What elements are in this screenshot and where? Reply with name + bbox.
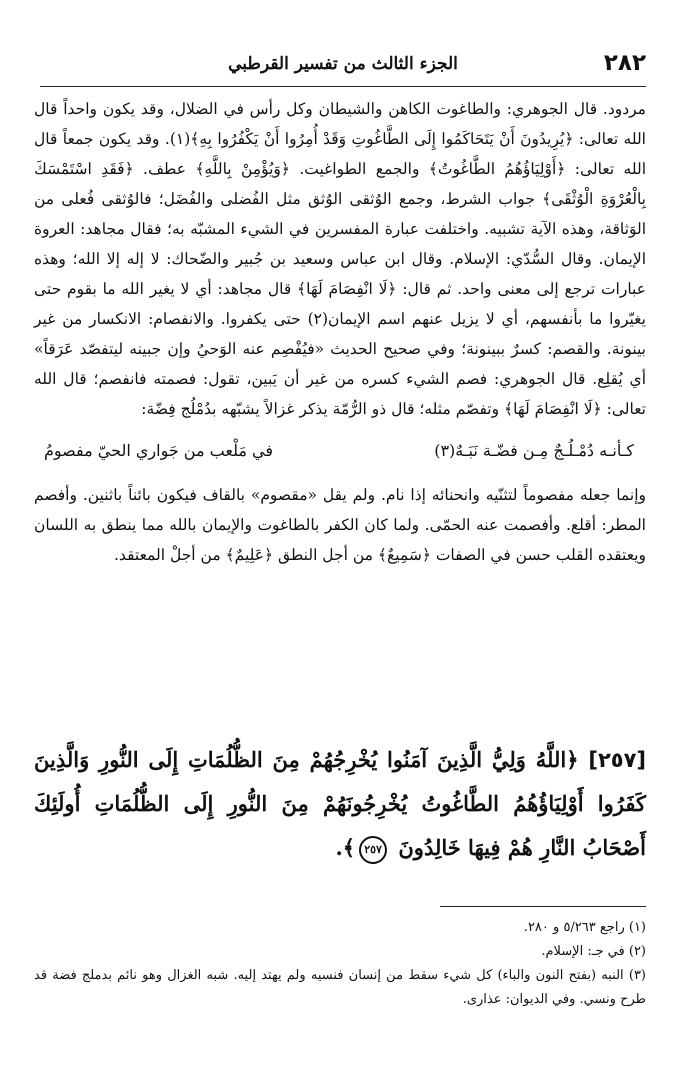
footnote: (٢) في جـ: الإسلام.	[541, 944, 646, 959]
footnote: (١) راجع ٥/٢٦٣ و ٢٨٠.	[523, 920, 646, 935]
verse-close-bracket: ﴾.	[335, 835, 356, 860]
commentary-body	[34, 94, 646, 570]
page-number: ٢٨٢	[603, 50, 646, 76]
verse-first-hemistich: كـأنـه دُمْـلُـجٌ مِـن فضّـة نَبَـهٌ(٣)	[434, 441, 634, 460]
running-title: الجزء الثالث من تفسير القرطبي	[228, 54, 458, 74]
commentary-paragraph: مردود. قال الجوهري: والطاغوت الكاهن والشيطان وكل رأس في الضلال، وقد يكون واحداً قال الله تعالى: ﴿يُرِيدُونَ أَنْ يَتَحَاكَمُوا إِلَى الطَّاغُوتِ وَقَدْ أُمِرُوا أَنْ يَكْفُرُوا بِهِ﴾(١). وقد يكون جمعاً قال الله تعالى: ﴿أَوْلِيَاؤُهُمُ الطَّاغُوتُ﴾ والجمع الطواغيت. ﴿وَيُؤْمِنْ بِاللَّهِ﴾ عطف. ﴿فَقَدِ اسْتَمْسَكَ بِالْعُرْوَةِ الْوُثْقَى﴾ جواب الشرط، وجمع الوُثقى الوُثق مثل الفُضلى والفُضَل؛ فالوُثقى فُعلى من الوَثاقة، وهذه الآية تشبيه. واختلفت عبارة المفسرين في الشيء المشبّه به؛ فقال مجاهد: العروة الإيمان. وقال السُّدّي: الإسلام. وقال ابن عباس وسعيد بن جُبير والضّحاك: لا إله إلا الله؛ وهذه عبارات ترجع إلى معنى واحد. ثم قال: ﴿لَا انْفِصَامَ لَهَا﴾ قال مجاهد: أي لا يغير الله ما بقوم حتى يغيّروا ما بأنفسهم، أي لا يزيل عنهم اسم الإيمان(٢) حتى يكفروا. والانفصام: الانكسار من غير بينونة. والقصم: كسرٌ ببينونة؛ وفي صحيح الحديث «فيُفْصِم عنه الوَحيُ وإن جبينه ليتفصّد عَرَقاً» أي يُقلِع. قال الجوهري: فصم الشيء كسره من غير أن يَبين، تقول: فصمته فانفصم؛ قال الله تعالى: ﴿لَا انْفِصَامَ لَهَا﴾ وتفصّم مثله؛ قال ذو الرُّمّة يذكر غزالاً يشبّهه بدُمْلُج فِضّة:	[34, 100, 646, 418]
verse-second-hemistich: في مَلْعب من جَواري الحيّ مفصومُ	[44, 441, 274, 460]
verse-number-label: [٢٥٧]	[588, 748, 646, 772]
quran-verse-text: ﴿اللَّهُ وَلِيُّ الَّذِينَ آمَنُوا يُخْرِجُهُمْ مِنَ الظُّلُمَاتِ إِلَى النُّورِ وَالَّذِينَ كَفَرُوا أَوْلِيَاؤُهُمُ الطَّاغُوتُ يُخْرِجُونَهُمْ مِنَ النُّورِ إِلَى الظُّلُمَاتِ أُولَئِكَ أَصْحَابُ النَّارِ هُمْ فِيهَا خَالِدُونَ	[34, 747, 646, 860]
quran-verse-block	[34, 738, 646, 870]
verse-end-marker-icon: ٢٥٧	[359, 836, 387, 864]
footnote-divider	[440, 906, 646, 907]
footnote: (٣) النبه (بفتح النون والباء) كل شيء سقط من إنسان فنسيه ولم يهتد إليه. شبه الغزال وهو نائم بدملج فضة قد طرح ونسي. وفي الديوان: عذارى.	[34, 968, 646, 1007]
page-header	[40, 46, 646, 87]
commentary-paragraph: وإنما جعله مفصوماً لتثنّيه وانحنائه إذا نام. ولم يقل «مقصوم» بالقاف فيكون بائناً باثنين. وأفصم المطر: أقلع. وأفصمت عنه الحمّى. ولما كان الكفر بالطاغوت والإيمان بالله مما ينطق به اللسان ويعتقده القلب حسن في الصفات ﴿سَمِيعٌ﴾ من أجل النطق ﴿عَلِيمٌ﴾ من أجلْ المعتقد.	[34, 486, 646, 564]
poetry-verse	[44, 436, 634, 466]
footnotes	[34, 916, 646, 1012]
